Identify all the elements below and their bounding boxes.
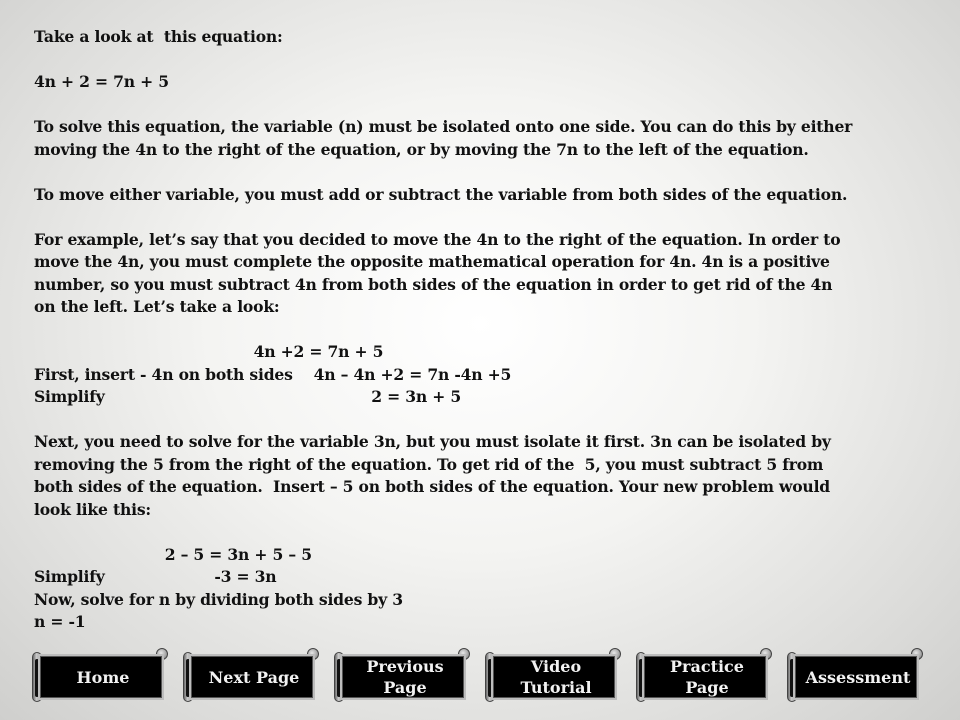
lesson-blank-line [34,521,914,544]
lesson-line: on the left. Let’s take a look: [34,297,280,316]
navigation-bar [0,648,960,708]
lesson-line: For example, let’s say that you decided to move the 4n to the right of the equation. In order to [34,229,841,249]
home-button-panel[interactable] [38,654,164,700]
equation-step: First, insert - 4n on both sides 4n – 4n +2 = 7n -4n +5 [34,364,512,384]
next-page-button-label: Next Page [208,667,300,687]
lesson-blank-line [34,319,914,342]
equation-step: 2 – 5 = 3n + 5 – 5 [34,544,312,564]
lesson-blank-line [34,49,914,72]
assessment-button-label: Assessment [805,667,911,687]
previous-page-button-label: Previous Page [366,657,444,697]
lesson-line: Next, you need to solve for the variable 3n, but you must isolate it first. 3n can be isolated by [34,432,831,451]
equation-step: Simplify 2 = 3n + 5 [34,387,462,406]
lesson-blank-line [34,206,914,229]
lesson-line: To solve this equation, the variable (n) must be isolated onto one side. You can do this by either [34,117,853,136]
previous-page-button-panel[interactable] [340,654,466,700]
practice-page-button-label: Practice Page [670,657,744,697]
lesson-blank-line [34,94,914,117]
practice-page-button[interactable] [636,648,772,706]
lesson-line: move the 4n, you must complete the opposite mathematical operation for 4n. 4n is a positive [34,252,830,271]
lesson-line: moving the 4n to the right of the equation, or by moving the 7n to the left of the equation. [34,139,809,159]
assessment-button[interactable] [787,648,923,706]
lesson-line: removing the 5 from the right of the equation. To get rid of the 5, you must subtract 5 from [34,454,824,474]
lesson-line: Now, solve for n by dividing both sides by 3 [34,589,403,609]
assessment-button-panel[interactable] [793,654,919,700]
equation-answer: n = -1 [34,612,86,631]
previous-page-button[interactable] [334,648,470,706]
practice-page-button-panel[interactable] [642,654,768,700]
next-page-button[interactable] [183,648,319,706]
equation-step: 4n +2 = 7n + 5 [34,342,384,361]
lesson-line: Take a look at this equation: [34,27,283,46]
lesson-blank-line [34,161,914,184]
equation-original: 4n + 2 = 7n + 5 [34,72,169,91]
lesson-content [34,26,914,634]
home-button-label: Home [76,667,130,687]
lesson-line: To move either variable, you must add or subtract the variable from both sides of the equation. [34,184,848,204]
lesson-blank-line [34,409,914,432]
video-tutorial-button-panel[interactable] [491,654,617,700]
lesson-line: look like this: [34,499,151,519]
lesson-line: number, so you must subtract 4n from both sides of the equation in order to get rid of the 4n [34,274,833,294]
video-tutorial-button-label: Video Tutorial [520,657,592,697]
lesson-line: both sides of the equation. Insert – 5 on both sides of the equation. Your new problem would [34,477,830,496]
video-tutorial-button[interactable] [485,648,621,706]
home-button[interactable] [32,648,168,706]
equation-step: Simplify -3 = 3n [34,567,277,586]
next-page-button-panel[interactable] [189,654,315,700]
